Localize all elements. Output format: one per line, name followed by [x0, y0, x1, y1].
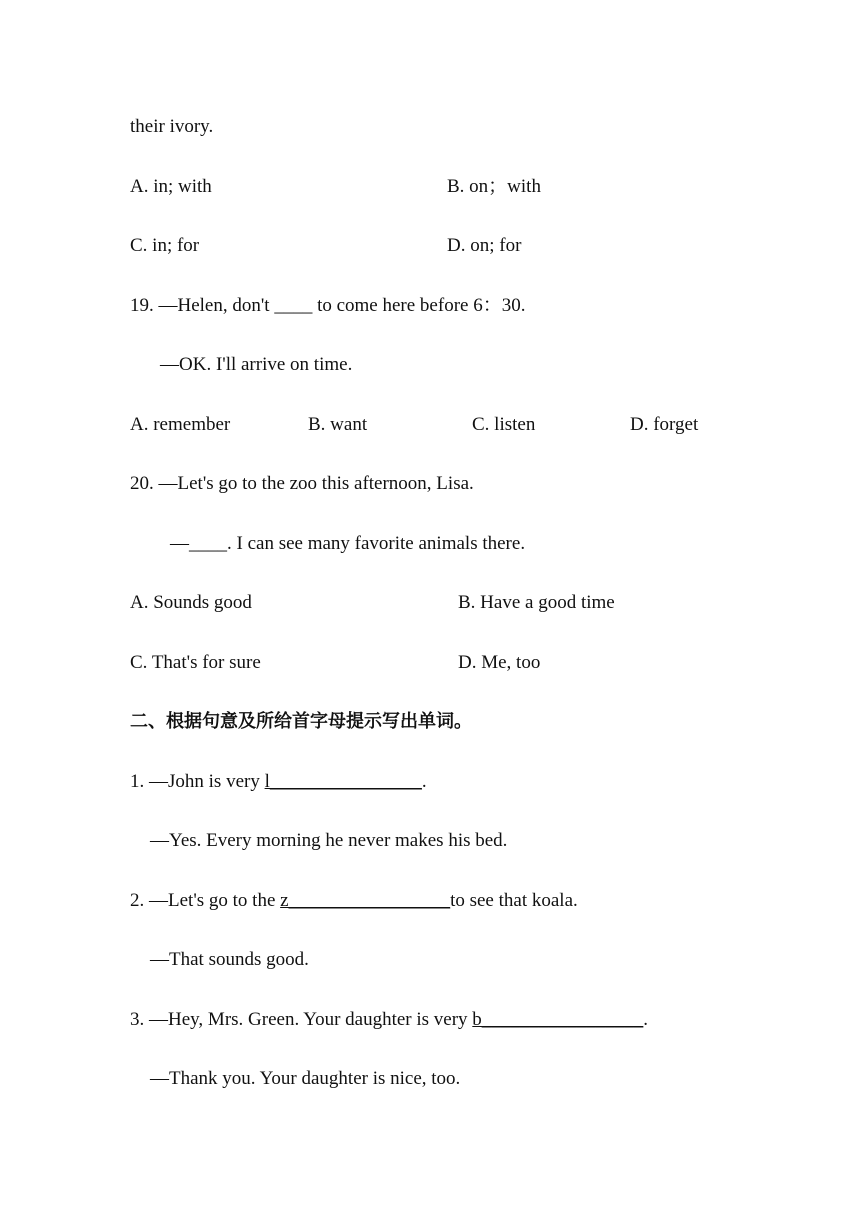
q18-option-a: A. in; with: [130, 176, 212, 197]
q20-option-d: D. Me, too: [458, 652, 541, 673]
fill-item-2-prefix: 2. —Let's go to the: [130, 890, 281, 911]
q18-option-d: D. on; for: [447, 235, 522, 256]
fill-item-1-reply: —Yes. Every morning he never makes his bed.: [150, 830, 508, 851]
fill-item-1-blank: l________________: [264, 771, 422, 792]
fill-item-3-suffix: .: [643, 1009, 649, 1030]
q18-option-b: B. on；with: [447, 176, 541, 197]
q19-option-b: B. want: [308, 414, 368, 435]
q20-option-b: B. Have a good time: [458, 592, 615, 613]
fill-item-3-blank: b_________________: [472, 1009, 644, 1030]
q19-option-a: A. remember: [130, 414, 231, 435]
section-heading: 二、根据句意及所给首字母提示写出单词。: [130, 711, 472, 732]
q20-option-c: C. That's for sure: [130, 652, 261, 673]
q20-option-a: A. Sounds good: [130, 592, 252, 613]
fill-item-2-reply: —That sounds good.: [150, 949, 309, 970]
q19-question: 19. —Helen, don't ____ to come here before 6：30.: [130, 295, 526, 316]
fill-item-3-reply: —Thank you. Your daughter is nice, too.: [150, 1068, 461, 1089]
fill-item-1: [130, 770, 427, 794]
fill-item-3-prefix: 3. —Hey, Mrs. Green. Your daughter is very: [130, 1009, 473, 1030]
q19-option-c: C. listen: [472, 414, 536, 435]
fill-item-2-blank: z_________________: [280, 890, 451, 911]
fill-item-2-suffix: to see that koala.: [450, 890, 578, 911]
q19-reply: —OK. I'll arrive on time.: [160, 354, 353, 375]
fill-item-1-suffix: .: [421, 771, 427, 792]
q18-continuation: their ivory.: [130, 116, 214, 137]
fill-item-3: [130, 1008, 648, 1032]
fill-item-1-prefix: 1. —John is very: [130, 771, 265, 792]
q20-question: 20. —Let's go to the zoo this afternoon, Lisa.: [130, 473, 474, 494]
q18-option-c: C. in; for: [130, 235, 200, 256]
fill-item-2: [130, 889, 578, 913]
q19-option-d: D. forget: [630, 414, 699, 435]
q20-reply: —____. I can see many favorite animals there.: [170, 533, 526, 554]
